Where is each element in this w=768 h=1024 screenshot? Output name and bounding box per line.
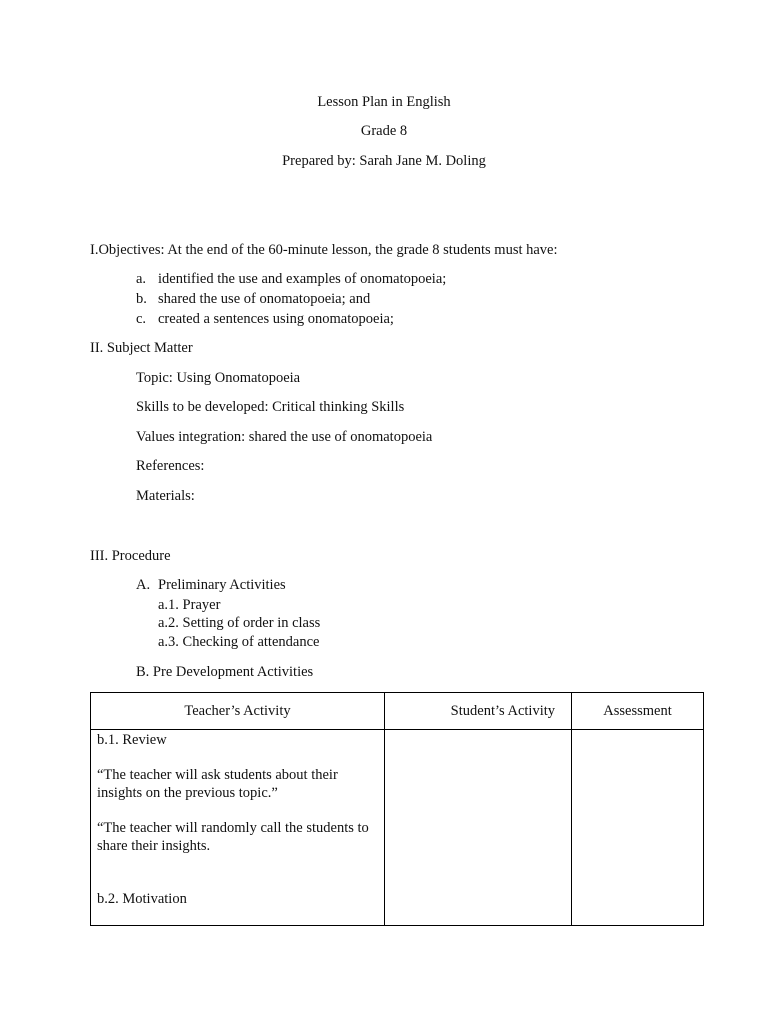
document-title: Lesson Plan in English [317, 94, 451, 110]
procedure-heading: III. Procedure [90, 548, 171, 564]
objective-text: identified the use and examples of onomatopoeia; [158, 271, 447, 287]
subject-matter-heading: II. Subject Matter [90, 340, 193, 356]
objective-text: shared the use of onomatopoeia; and [158, 291, 371, 307]
assessment-cell [572, 730, 704, 926]
section-b-title: B. Pre Development Activities [136, 664, 314, 680]
objective-item [136, 290, 370, 308]
student-activity-cell [385, 730, 572, 926]
preliminary-item: a.1. Prayer [158, 597, 221, 613]
list-marker: a. [136, 271, 147, 287]
values-line: Values integration: shared the use of onomatopoeia [136, 429, 433, 445]
list-marker: A. [136, 577, 151, 593]
topic-line: Topic: Using Onomatopoeia [136, 370, 301, 386]
objective-text: created a sentences using onomatopoeia; [158, 311, 394, 327]
skills-line: Skills to be developed: Critical thinking Skills [136, 399, 405, 415]
section-a-text: Preliminary Activities [158, 577, 286, 593]
header-assessment: Assessment [572, 693, 704, 730]
objective-item [136, 310, 394, 328]
table-header-row [91, 693, 704, 730]
motivation-label: b.2. Motivation [97, 891, 187, 907]
preliminary-item: a.2. Setting of order in class [158, 615, 321, 631]
list-marker: b. [136, 291, 147, 307]
teacher-activity-cell [91, 730, 385, 926]
preliminary-item: a.3. Checking of attendance [158, 634, 320, 650]
review-quote-2: “The teacher will randomly call the students to share their insights. [97, 820, 369, 854]
objectives-heading: I.Objectives: At the end of the 60-minute lesson, the grade 8 students must have: [90, 242, 558, 258]
review-quote-1: “The teacher will ask students about their insights on the previous topic.” [97, 767, 338, 801]
grade-line: Grade 8 [360, 123, 408, 139]
activities-table [90, 692, 704, 926]
list-marker: c. [136, 311, 147, 327]
header-students-activity: Student’s Activity [385, 693, 572, 730]
review-label: b.1. Review [97, 732, 167, 748]
section-a-title [136, 576, 286, 594]
table-row [91, 730, 704, 926]
prepared-by-line: Prepared by: Sarah Jane M. Doling [282, 153, 486, 169]
header-teachers-activity: Teacher’s Activity [91, 693, 385, 730]
references-line: References: [136, 458, 205, 474]
materials-line: Materials: [136, 488, 195, 504]
objective-item [136, 270, 446, 288]
